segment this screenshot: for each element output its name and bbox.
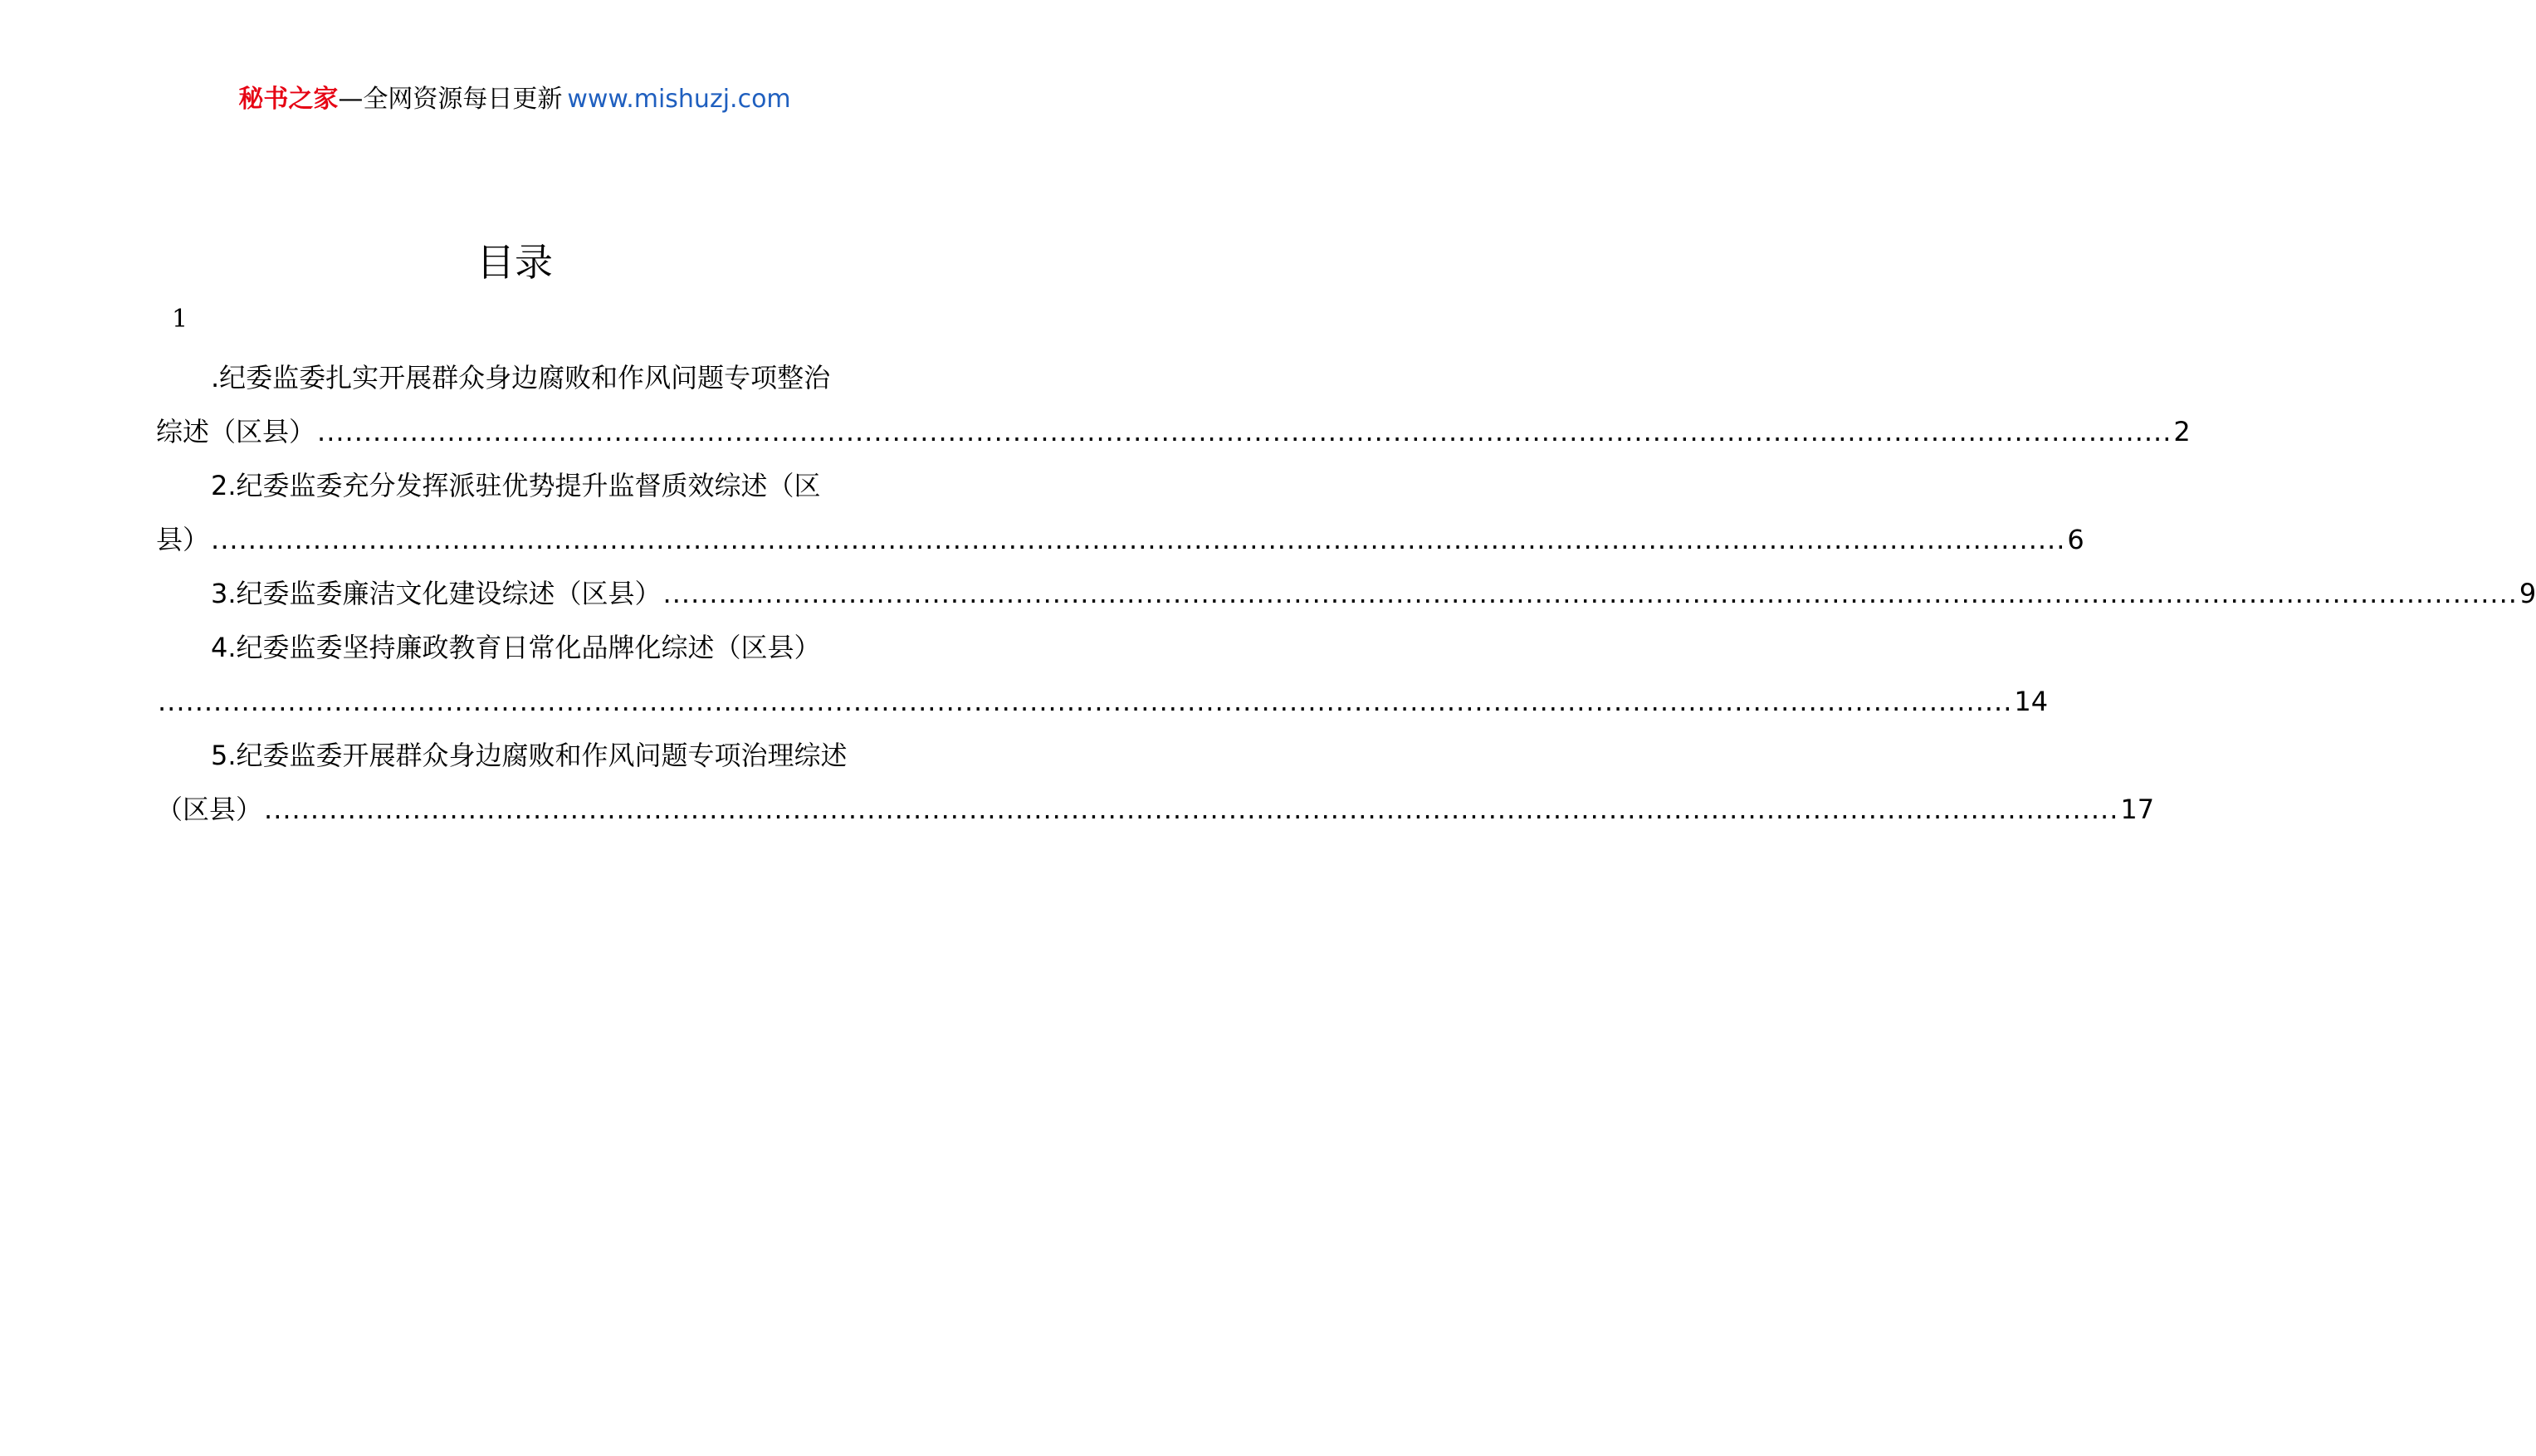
banner-tagline: —全网资源每日更新 (338, 85, 563, 114)
toc-entry-1-text: 综述（区县） (156, 416, 316, 447)
leader-dots: ........................................................................................................................................................................................................ (264, 794, 2119, 825)
brand-name: 秘书之家 (238, 85, 339, 114)
toc-entry-4-page: 14 (2014, 686, 2049, 717)
leader-dots: ........................................................................................................................................................................................................ (211, 524, 2066, 555)
toc-entry-5-page: 17 (2120, 794, 2155, 825)
leader-dots: ........................................................................................................................................................................................................ (662, 578, 2518, 609)
toc-entry-3-text: 3.纪委监委廉洁文化建设综述（区县） (211, 578, 662, 609)
toc-entry-2-line2[interactable] (156, 513, 2084, 567)
stray-number: 1 (172, 305, 188, 334)
toc-entry-3[interactable] (156, 567, 2536, 621)
leader-dots: ........................................................................................................................................................................................................ (158, 686, 2013, 717)
toc-entry-4-line2[interactable] (156, 675, 2049, 729)
toc-entry-2-text: 县） (156, 524, 210, 555)
site-url-link[interactable]: www.mishuzj.com (567, 85, 791, 114)
page-title: 目录 (476, 240, 553, 285)
toc-entry-4-line1[interactable]: 4.纪委监委坚持廉政教育日常化品牌化综述（区县） (211, 632, 821, 663)
toc-entry-5-line1[interactable]: 5.纪委监委开展群众身边腐败和作风问题专项治理综述 (211, 740, 848, 771)
toc-entry-2-line1[interactable]: 2.纪委监委充分发挥派驻优势提升监督质效综述（区 (211, 470, 821, 501)
toc-entry-1-line2[interactable] (156, 405, 2191, 459)
toc-entry-5-line2[interactable] (156, 783, 2155, 837)
toc-entry-1-line1[interactable]: .纪委监委扎实开展群众身边腐败和作风问题专项整治 (211, 362, 831, 393)
toc-entry-5-text: （区县） (156, 794, 263, 825)
toc-entry-2-page: 6 (2067, 524, 2084, 555)
table-of-contents (156, 351, 2536, 837)
toc-entry-1-page: 2 (2173, 416, 2191, 447)
toc-entry-3-page: 9 (2519, 578, 2536, 609)
site-banner (0, 83, 1029, 116)
leader-dots: ........................................................................................................................................................................................................ (317, 416, 2172, 447)
